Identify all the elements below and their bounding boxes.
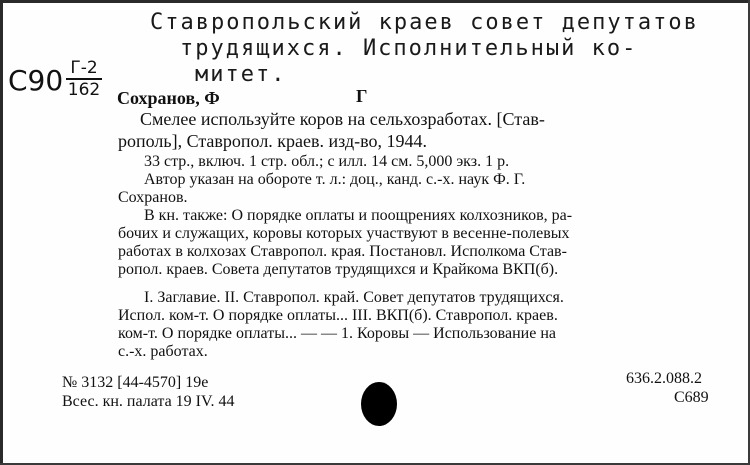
tracings-line-3: ком-т. О порядке оплаты... — — 1. Коровы — Использование на: [118, 325, 556, 342]
cutter-number: С689: [674, 389, 709, 406]
title-line-2: рополь], Ставропол. краев. изд-во, 1944.: [118, 131, 427, 151]
handwritten-heading-line-1: Ставропольский краев совет депутатов: [150, 10, 699, 35]
note-2-line-4: ропол. краев. Совета депутатов трудящихся и Крайкома ВКП(б).: [118, 261, 559, 278]
handwritten-heading-line-3: митет.: [195, 62, 287, 87]
note-1-line-1: Автор указан на обороте т. л.: доц., канд. с.-х. наук Ф. Г.: [144, 171, 526, 188]
shelf-mark-denominator: 162: [67, 80, 101, 100]
tracings-line-2: Испол. ком-т. О порядке оплаты... III. ВКП(б). Ставропол. краев.: [118, 307, 558, 324]
card-punch-hole: [361, 382, 397, 426]
tracings-line-4: с.-х. работах.: [118, 343, 208, 360]
author-initial: Г: [356, 86, 368, 106]
title-line-1: Смелее используйте коров на сельхозработах. [Став-: [140, 109, 545, 129]
note-2-line-3: работах в колхозах Ставропол. края. Постановл. Исполкома Став-: [118, 243, 567, 260]
author-heading: Сохранов, Ф: [117, 88, 220, 108]
classification-number: 636.2.088.2: [626, 370, 702, 387]
registration-number: № 3132 [44-4570] 19e: [62, 374, 209, 391]
shelf-mark-main: С90: [8, 64, 64, 97]
tracings-line-1: I. Заглавие. II. Ставропол. край. Совет депутатов трудящихся.: [144, 289, 564, 306]
book-chamber-stamp: Всес. кн. палата 19 IV. 44: [62, 393, 235, 410]
card-top-edge: [0, 0, 750, 3]
note-2-line-2: бочих и служащих, коровы которых участвуют в весенне-полевых: [118, 225, 570, 242]
shelf-mark-fraction: [66, 59, 102, 99]
note-1-line-2: Сохранов.: [118, 189, 188, 206]
handwritten-heading-line-2: трудящихся. Исполнительный ко-: [180, 36, 638, 61]
shelf-mark-numerator: Г-2: [70, 58, 98, 78]
physical-description: 33 стр., включ. 1 стр. обл.; с илл. 14 см. 5,000 экз. 1 р.: [144, 153, 510, 170]
note-2-line-1: В кн. также: О порядке оплаты и поощрениях колхозников, ра-: [144, 207, 573, 224]
card-left-edge: [0, 0, 3, 465]
